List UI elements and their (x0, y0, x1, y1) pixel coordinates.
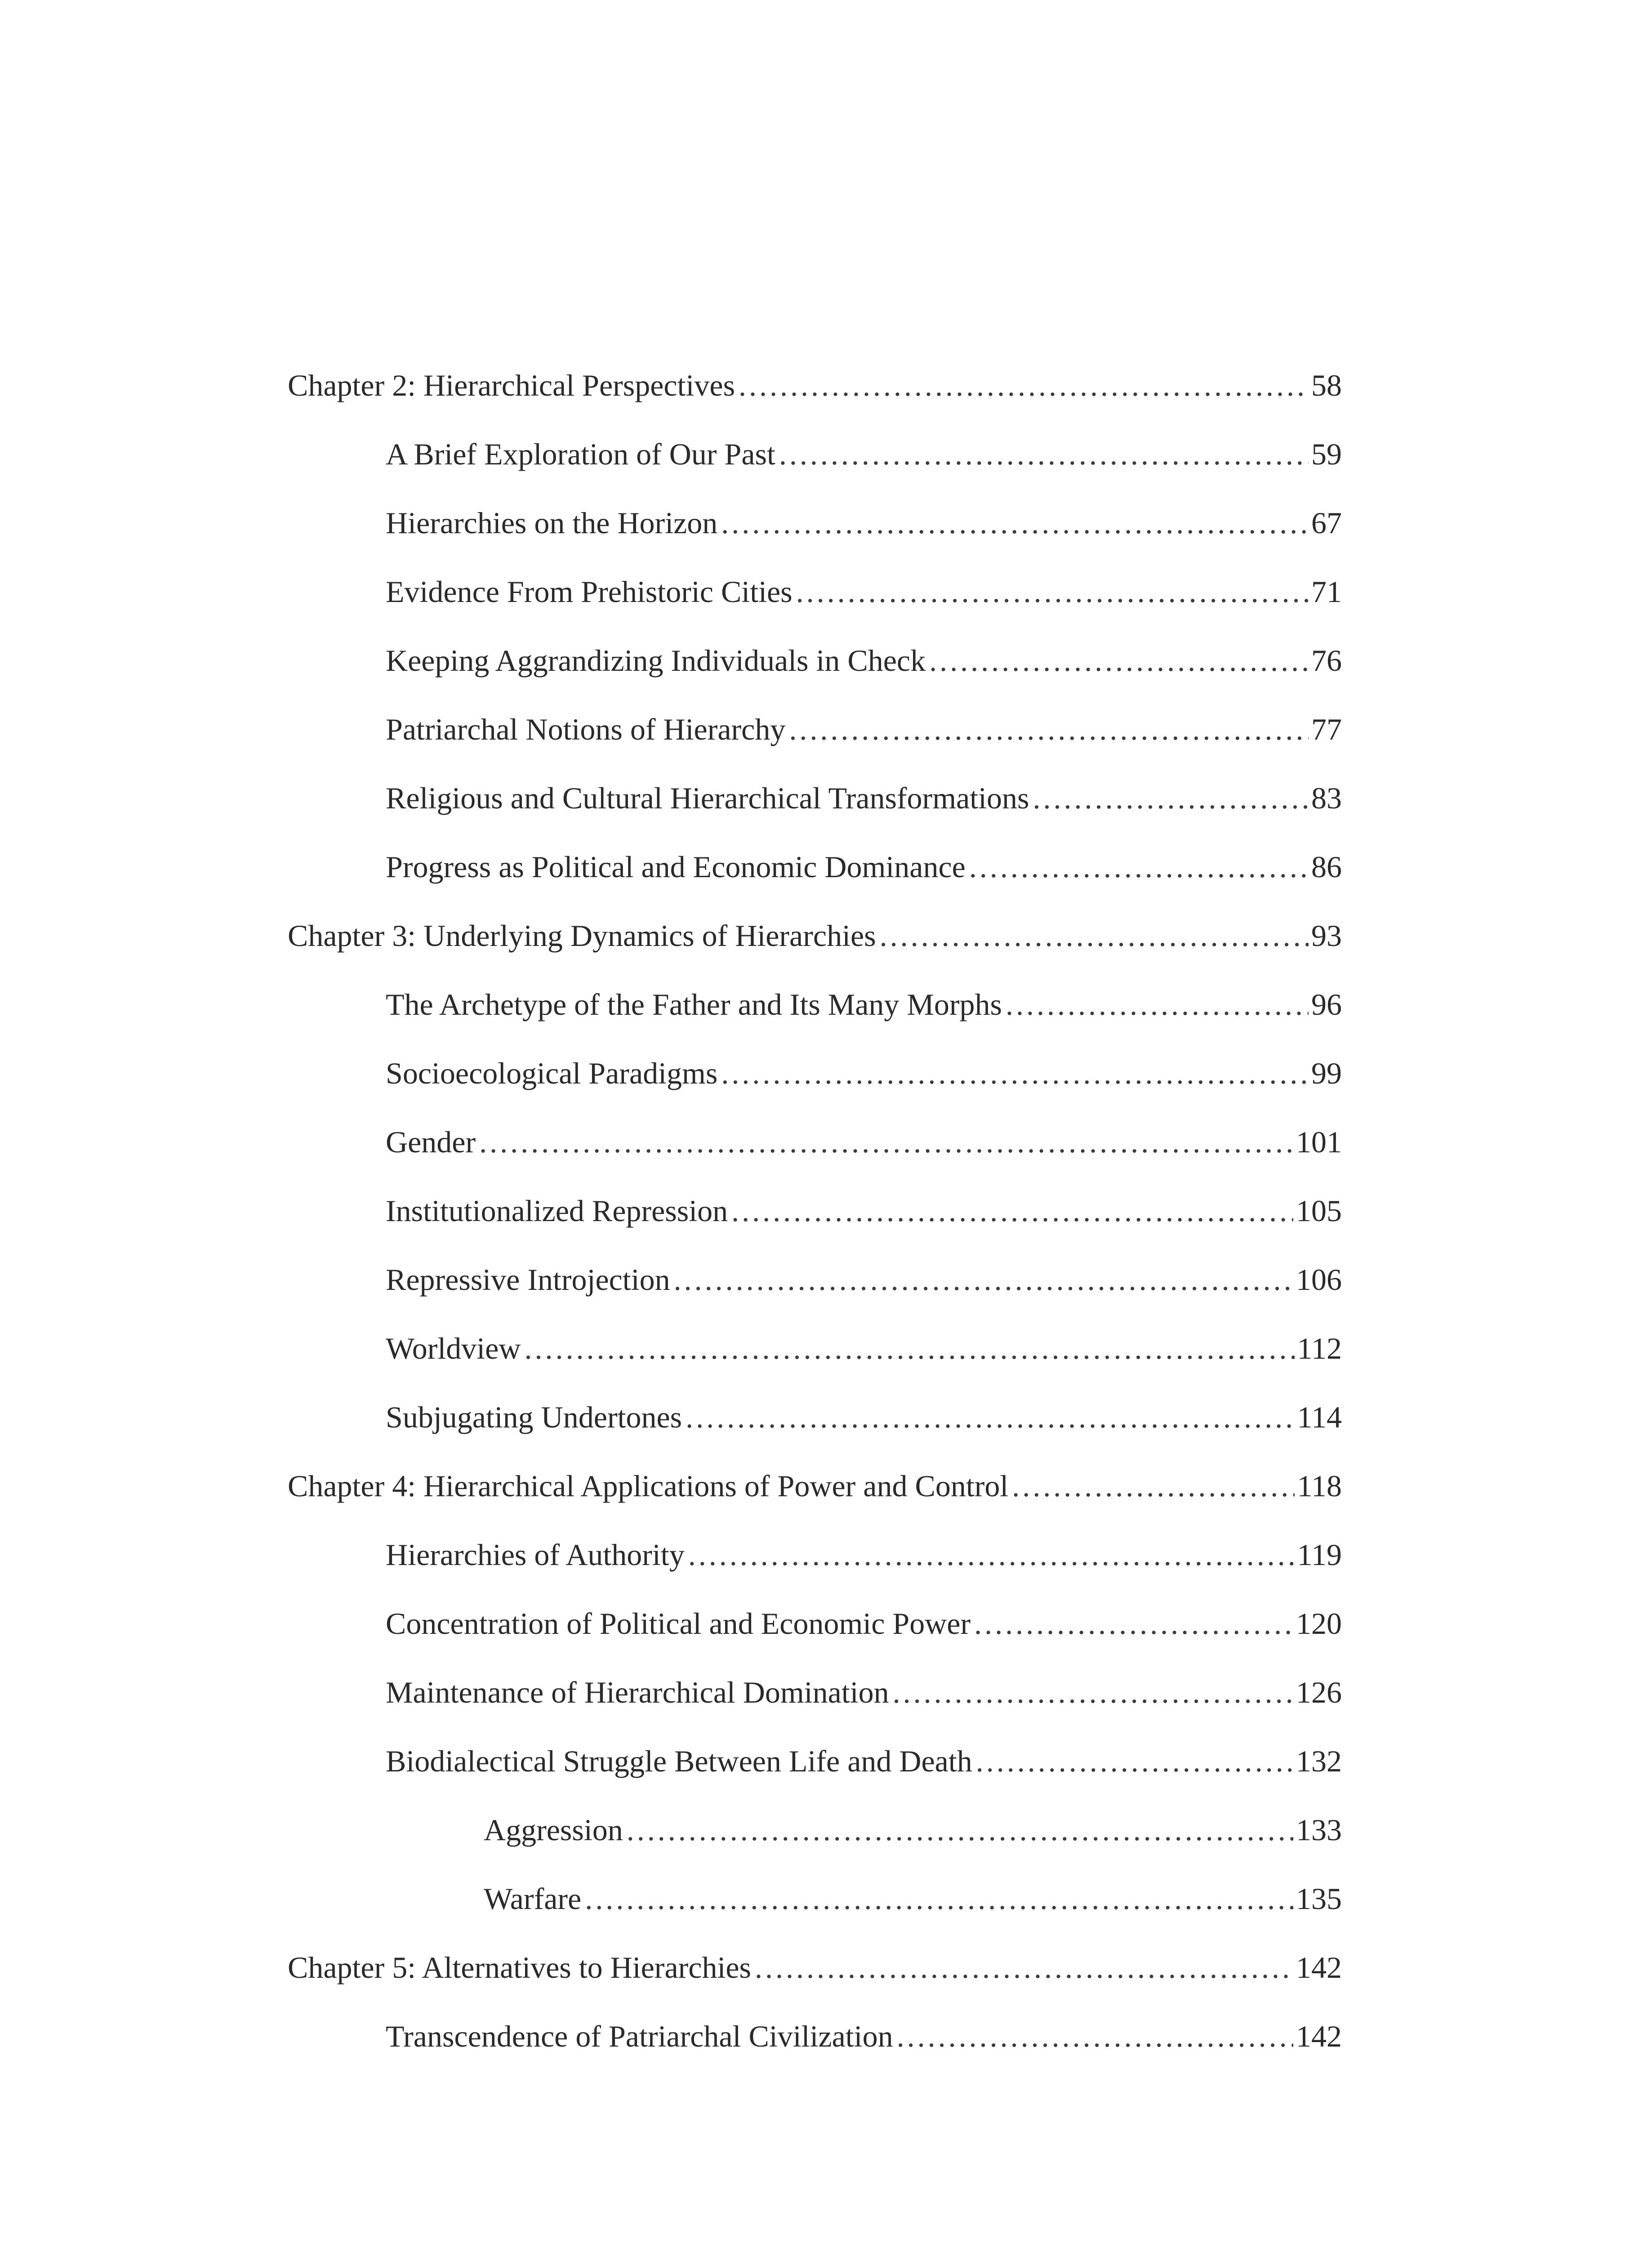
toc-page-number: 135 (1296, 1882, 1342, 1916)
toc-page-number: 59 (1311, 437, 1342, 471)
dot-leader (897, 2016, 1293, 2056)
dot-leader (779, 434, 1309, 474)
toc-section-entry[interactable] (288, 1397, 1342, 1466)
toc-section-entry[interactable] (288, 571, 1342, 640)
toc-section-entry[interactable] (288, 2016, 1342, 2085)
toc-section-entry[interactable] (288, 1328, 1342, 1397)
dot-leader (789, 709, 1309, 749)
toc-section-entry[interactable] (288, 1191, 1342, 1259)
toc-entry-title: Keeping Aggrandizing Individuals in Check (386, 643, 926, 678)
dot-leader (479, 1122, 1293, 1162)
toc-subsection-entry[interactable] (288, 1878, 1342, 1947)
dot-leader (755, 1947, 1293, 1988)
toc-section-entry[interactable] (288, 434, 1342, 503)
dot-leader (929, 640, 1309, 681)
toc-section-entry[interactable] (288, 1053, 1342, 1122)
toc-entry-title: Hierarchies on the Horizon (386, 506, 718, 540)
toc-section-entry[interactable] (288, 984, 1342, 1053)
toc-entry-title: A Brief Exploration of Our Past (386, 437, 775, 471)
toc-page-number: 118 (1297, 1469, 1342, 1503)
toc-chapter-entry[interactable] (288, 365, 1342, 434)
toc-entry-title: Warfare (484, 1882, 582, 1916)
toc-entry-title: Evidence From Prehistoric Cities (386, 575, 793, 609)
dot-leader (893, 1672, 1293, 1713)
dot-leader (627, 1810, 1293, 1850)
toc-page-number: 77 (1311, 712, 1342, 746)
dot-leader (880, 915, 1309, 956)
dot-leader (585, 1878, 1293, 1919)
toc-entry-title: Chapter 4: Hierarchical Applications of Power and Control (288, 1469, 1009, 1503)
toc-entry-title: Socioecological Paradigms (386, 1056, 718, 1090)
toc-subsection-entry[interactable] (288, 1810, 1342, 1878)
dot-leader (1006, 984, 1309, 1025)
dot-leader (674, 1259, 1293, 1300)
toc-page-number: 71 (1311, 575, 1342, 609)
dot-leader (731, 1191, 1293, 1231)
dot-leader (686, 1397, 1294, 1437)
toc-section-entry[interactable] (288, 1259, 1342, 1328)
toc-page-number: 112 (1297, 1331, 1342, 1365)
toc-page-number: 114 (1297, 1400, 1342, 1434)
toc-entry-title: Concentration of Political and Economic Power (386, 1606, 971, 1641)
toc-section-entry[interactable] (288, 1603, 1342, 1672)
toc-page-number: 86 (1311, 850, 1342, 884)
toc-entry-title: Biodialectical Struggle Between Life and Death (386, 1744, 972, 1778)
toc-section-entry[interactable] (288, 640, 1342, 709)
toc-section-entry[interactable] (288, 847, 1342, 915)
dot-leader (721, 1053, 1309, 1093)
dot-leader (524, 1328, 1294, 1369)
dot-leader (721, 503, 1309, 543)
toc-page-number: 96 (1311, 987, 1342, 1021)
toc-page-number: 119 (1297, 1538, 1342, 1572)
toc-page-number: 99 (1311, 1056, 1342, 1090)
toc-entry-title: Chapter 2: Hierarchical Perspectives (288, 368, 735, 402)
toc-chapter-entry[interactable] (288, 1466, 1342, 1534)
toc-page-number: 126 (1296, 1675, 1342, 1709)
toc-entry-title: The Archetype of the Father and Its Many Morphs (386, 987, 1002, 1021)
toc-entry-title: Gender (386, 1125, 476, 1159)
dot-leader (1012, 1466, 1294, 1506)
toc-page-number: 105 (1296, 1194, 1342, 1228)
toc-page-number: 106 (1296, 1262, 1342, 1297)
toc-page-number: 142 (1296, 1950, 1342, 1985)
dot-leader (739, 365, 1309, 406)
toc-entry-title: Religious and Cultural Hierarchical Transformations (386, 781, 1029, 815)
table-of-contents (288, 365, 1342, 2085)
dot-leader (688, 1534, 1295, 1575)
toc-entry-title: Patriarchal Notions of Hierarchy (386, 712, 786, 746)
toc-section-entry[interactable] (288, 1122, 1342, 1191)
toc-entry-title: Repressive Introjection (386, 1262, 670, 1297)
toc-chapter-entry[interactable] (288, 1947, 1342, 2016)
toc-page-number: 93 (1311, 919, 1342, 953)
toc-entry-title: Aggression (484, 1813, 623, 1847)
toc-entry-title: Chapter 3: Underlying Dynamics of Hierarchies (288, 919, 876, 953)
toc-section-entry[interactable] (288, 1672, 1342, 1741)
toc-entry-title: Hierarchies of Authority (386, 1538, 685, 1572)
toc-section-entry[interactable] (288, 503, 1342, 571)
toc-entry-title: Chapter 5: Alternatives to Hierarchies (288, 1950, 751, 1985)
toc-entry-title: Progress as Political and Economic Dominance (386, 850, 966, 884)
toc-page-number: 83 (1311, 781, 1342, 815)
toc-entry-title: Subjugating Undertones (386, 1400, 682, 1434)
dot-leader (796, 571, 1309, 612)
toc-section-entry[interactable] (288, 1741, 1342, 1810)
toc-page-number: 133 (1296, 1813, 1342, 1847)
toc-section-entry[interactable] (288, 709, 1342, 778)
dot-leader (976, 1741, 1293, 1781)
toc-page-number: 120 (1296, 1606, 1342, 1641)
dot-leader (974, 1603, 1293, 1644)
toc-entry-title: Worldview (386, 1331, 521, 1365)
toc-entry-title: Transcendence of Patriarchal Civilization (386, 2019, 893, 2053)
toc-chapter-entry[interactable] (288, 915, 1342, 984)
dot-leader (969, 847, 1309, 887)
toc-page-number: 67 (1311, 506, 1342, 540)
toc-page-number: 76 (1311, 643, 1342, 678)
dot-leader (1033, 778, 1309, 818)
toc-page-number: 101 (1296, 1125, 1342, 1159)
toc-entry-title: Institutionalized Repression (386, 1194, 728, 1228)
toc-section-entry[interactable] (288, 778, 1342, 847)
toc-page-number: 132 (1296, 1744, 1342, 1778)
toc-entry-title: Maintenance of Hierarchical Domination (386, 1675, 889, 1709)
toc-page-number: 142 (1296, 2019, 1342, 2053)
toc-section-entry[interactable] (288, 1534, 1342, 1603)
toc-page-number: 58 (1311, 368, 1342, 402)
